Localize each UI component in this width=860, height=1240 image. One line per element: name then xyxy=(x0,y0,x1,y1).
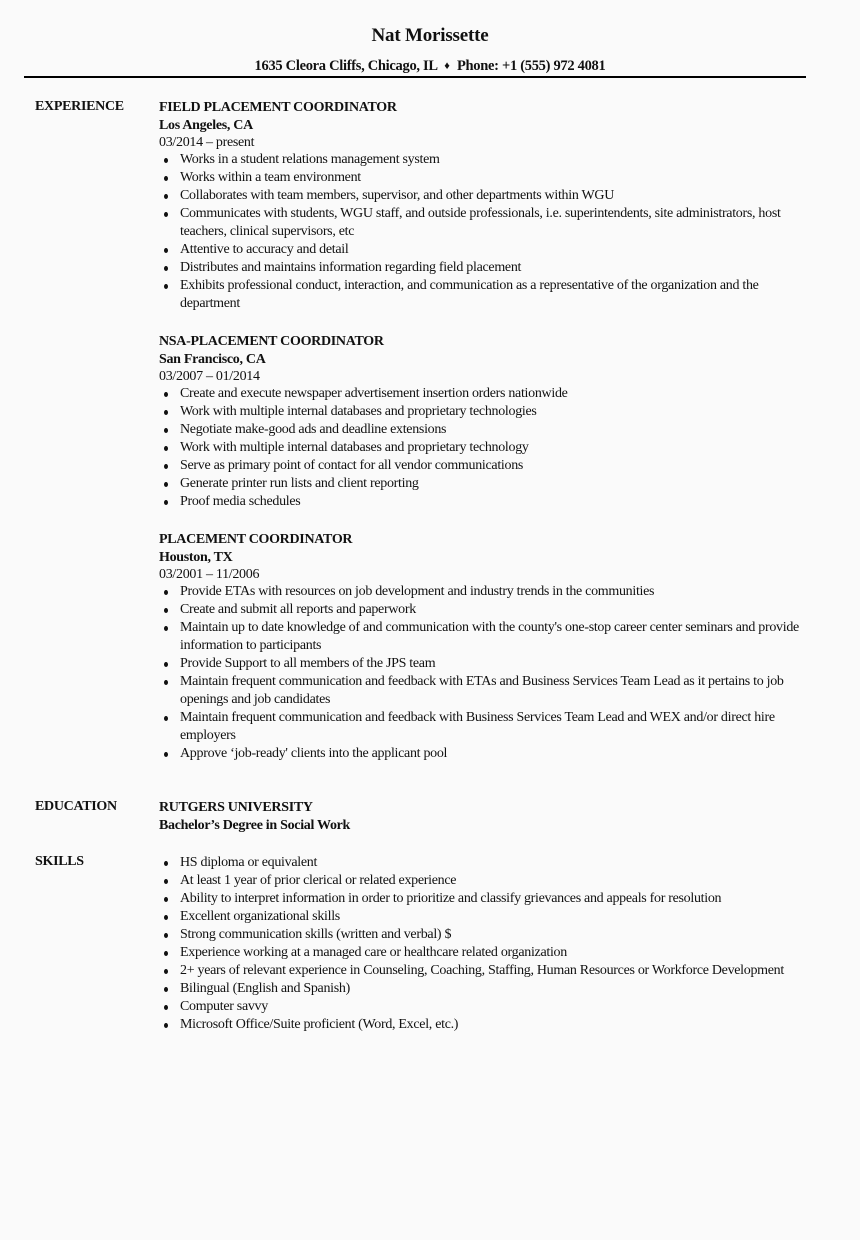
skills-body xyxy=(159,854,819,1034)
job-dates: 03/2014 – present xyxy=(159,135,255,150)
degree: Bachelor’s Degree in Social Work xyxy=(159,818,351,833)
bullet-item: Works in a student relations management system xyxy=(159,151,819,169)
skill-item: At least 1 year of prior clerical or related experience xyxy=(159,872,819,890)
job-entry xyxy=(159,531,819,763)
job-dates: 03/2007 – 01/2014 xyxy=(159,369,260,384)
bullet-item: Collaborates with team members, supervisor, and other departments within WGU xyxy=(159,187,819,205)
bullet-item: Exhibits professional conduct, interaction, and communication as a representative of the organization and the department xyxy=(159,277,819,313)
skill-item: Strong communication skills (written and verbal) $ xyxy=(159,926,819,944)
skill-item: Computer savvy xyxy=(159,998,819,1016)
skill-item: 2+ years of relevant experience in Counseling, Coaching, Staffing, Human Resources or Workforce Development xyxy=(159,962,819,980)
job-bullets xyxy=(159,385,819,511)
contact-line xyxy=(0,58,860,75)
candidate-name: Nat Morissette xyxy=(371,25,489,46)
phone: Phone: +1 (555) 972 4081 xyxy=(456,58,606,74)
job-location: Los Angeles, CA xyxy=(159,118,253,133)
bullet-item: Works within a team environment xyxy=(159,169,819,187)
skill-item: Ability to interpret information in order to prioritize and classify grievances and appeals for resolution xyxy=(159,890,819,908)
section-label-experience: EXPERIENCE xyxy=(35,99,124,114)
bullet-item: Maintain frequent communication and feedback with ETAs and Business Services Team Lead as it pertains to job openings and job candidates xyxy=(159,673,819,709)
job-entry xyxy=(159,99,819,313)
bullet-item: Proof media schedules xyxy=(159,493,819,511)
bullet-item: Provide Support to all members of the JPS team xyxy=(159,655,819,673)
skill-item: Experience working at a managed care or healthcare related organization xyxy=(159,944,819,962)
job-bullets xyxy=(159,151,819,313)
bullet-item: Work with multiple internal databases and proprietary technologies xyxy=(159,403,819,421)
diamond-separator-icon: ♦ xyxy=(444,60,450,72)
experience-body xyxy=(159,99,819,783)
job-bullets xyxy=(159,583,819,763)
bullet-item: Provide ETAs with resources on job development and industry trends in the communities xyxy=(159,583,819,601)
skill-item: HS diploma or equivalent xyxy=(159,854,819,872)
skill-item: Excellent organizational skills xyxy=(159,908,819,926)
job-title: FIELD PLACEMENT COORDINATOR xyxy=(159,100,397,115)
school-name: RUTGERS UNIVERSITY xyxy=(159,800,313,815)
job-location: San Francisco, CA xyxy=(159,352,266,367)
job-title: NSA-PLACEMENT COORDINATOR xyxy=(159,334,384,349)
skill-item: Bilingual (English and Spanish) xyxy=(159,980,819,998)
job-entry xyxy=(159,333,819,511)
bullet-item: Generate printer run lists and client reporting xyxy=(159,475,819,493)
header-divider xyxy=(24,76,806,78)
bullet-item: Approve ‘job-ready' clients into the applicant pool xyxy=(159,745,819,763)
bullet-item: Communicates with students, WGU staff, and outside professionals, i.e. superintendents, site administrators, host teachers, clinical supervisors, etc xyxy=(159,205,819,241)
bullet-item: Distributes and maintains information regarding field placement xyxy=(159,259,819,277)
skills-list xyxy=(159,854,819,1034)
bullet-item: Work with multiple internal databases and proprietary technology xyxy=(159,439,819,457)
skill-item: Microsoft Office/Suite proficient (Word, Excel, etc.) xyxy=(159,1016,819,1034)
bullet-item: Serve as primary point of contact for all vendor communications xyxy=(159,457,819,475)
bullet-item: Maintain frequent communication and feedback with Business Services Team Lead and WEX and/or direct hire employers xyxy=(159,709,819,745)
section-label-skills: SKILLS xyxy=(35,854,84,869)
job-dates: 03/2001 – 11/2006 xyxy=(159,567,260,582)
bullet-item: Attentive to accuracy and detail xyxy=(159,241,819,259)
bullet-item: Maintain up to date knowledge of and communication with the county's one-stop career center seminars and provide information to participants xyxy=(159,619,819,655)
education-body xyxy=(159,799,819,834)
bullet-item: Create and execute newspaper advertisement insertion orders nationwide xyxy=(159,385,819,403)
section-label-education: EDUCATION xyxy=(35,799,117,814)
job-title: PLACEMENT COORDINATOR xyxy=(159,532,353,547)
address: 1635 Cleora Cliffs, Chicago, IL xyxy=(254,58,437,74)
job-location: Houston, TX xyxy=(159,550,233,565)
bullet-item: Negotiate make-good ads and deadline extensions xyxy=(159,421,819,439)
bullet-item: Create and submit all reports and paperwork xyxy=(159,601,819,619)
